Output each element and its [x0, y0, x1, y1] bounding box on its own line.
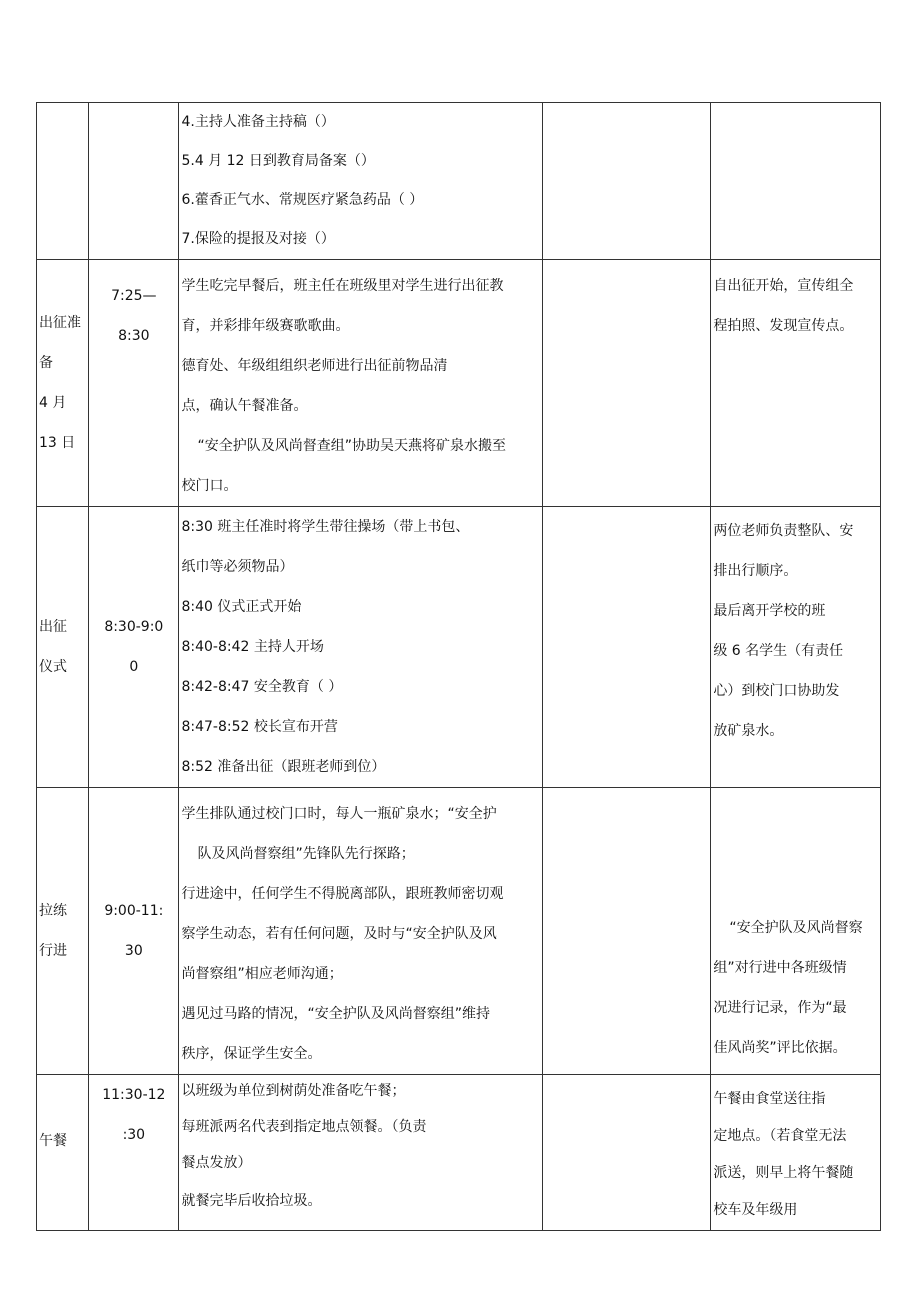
- content-line: 就餐完毕后收拾垃圾。: [181, 1193, 322, 1209]
- notes-line: 最后离开学校的班: [713, 603, 826, 619]
- content-line: 餐点发放）: [181, 1155, 252, 1171]
- notes-line: 况进行记录，作为“最: [713, 1000, 847, 1016]
- notes-line: 佳风尚奖”评比依据。: [713, 1040, 847, 1056]
- time-cell: [89, 103, 179, 260]
- notes-line: 放矿泉水。: [713, 723, 784, 739]
- notes-cell: [711, 507, 881, 788]
- content-line: 4.主持人准备主持稿（）: [181, 114, 335, 130]
- notes-line: 级 6 名学生（有责任: [713, 643, 844, 659]
- content-line: 8:40 仪式正式开始: [181, 599, 302, 615]
- content-line: 每班派两名代表到指定地点领餐。（负责: [181, 1119, 427, 1135]
- time-cell: [89, 1075, 179, 1231]
- content-line: 纸巾等必须物品）: [181, 559, 294, 575]
- notes-line: 排出行顺序。: [713, 563, 798, 579]
- content-line: 遇见过马路的情况，“安全护队及风尚督察组”维持: [181, 1006, 490, 1022]
- stage-line: 出征: [39, 619, 67, 635]
- stage-line: 拉练: [39, 903, 67, 919]
- notes-line: 校车及年级用: [713, 1202, 798, 1218]
- table-row-march: [37, 788, 881, 1075]
- notes-line: 心）到校门口协助发: [713, 683, 840, 699]
- responsible-cell: [542, 788, 711, 1075]
- stage-line: 4 月: [39, 395, 67, 411]
- stage-line: 备: [39, 355, 53, 371]
- content-cell: [179, 1075, 542, 1231]
- content-line: “安全护队及风尚督查组”协助吴天燕将矿泉水搬至: [197, 438, 506, 454]
- content-line: 德育处、年级组组织老师进行出征前物品清: [181, 358, 448, 374]
- time-line: 9:00-11:: [104, 903, 164, 919]
- stage-line: 行进: [39, 943, 67, 959]
- stage-line: 午餐: [39, 1133, 67, 1149]
- content-line: 点，确认午餐准备。: [181, 398, 308, 414]
- time-line: :30: [122, 1127, 146, 1143]
- content-line: 8:40-8:42 主持人开场: [181, 639, 324, 655]
- time-cell: [89, 260, 179, 507]
- notes-line: “安全护队及风尚督察: [729, 920, 863, 936]
- responsible-cell: [542, 1075, 711, 1231]
- content-line: 8:47-8:52 校长宣布开营: [181, 719, 338, 735]
- schedule-table: [36, 102, 881, 1231]
- stage-cell: [37, 507, 89, 788]
- content-line: 秩序，保证学生安全。: [181, 1046, 322, 1062]
- notes-line: 组”对行进中各班级情: [713, 960, 847, 976]
- table-row-ceremony: [37, 507, 881, 788]
- notes-cell: [711, 103, 881, 260]
- notes-cell: [711, 788, 881, 1075]
- content-cell: [179, 260, 542, 507]
- stage-cell: [37, 788, 89, 1075]
- time-line: 30: [124, 943, 143, 959]
- time-cell: [89, 507, 179, 788]
- time-line: 11:30-12: [102, 1087, 166, 1103]
- content-line: 5.4 月 12 日到教育局备案（）: [181, 153, 375, 169]
- responsible-cell: [542, 103, 711, 260]
- content-cell: [179, 103, 542, 260]
- stage-cell: [37, 1075, 89, 1231]
- content-line: 8:52 准备出征（跟班老师到位）: [181, 759, 386, 775]
- content-line: 行进途中，任何学生不得脱离部队，跟班教师密切观: [181, 886, 504, 902]
- notes-line: 程拍照、发现宣传点。: [713, 318, 854, 334]
- notes-line: 派送，则早上将午餐随: [713, 1165, 854, 1181]
- content-line: 尚督察组”相应老师沟通；: [181, 966, 343, 982]
- notes-cell: [711, 260, 881, 507]
- stage-cell: [37, 260, 89, 507]
- content-line: 7.保险的提报及对接（）: [181, 231, 335, 247]
- notes-line: 自出征开始，宣传组全: [713, 278, 854, 294]
- time-line: 7:25—: [111, 288, 157, 304]
- table-row-departure-prep: [37, 260, 881, 507]
- content-line: 以班级为单位到树荫处准备吃午餐；: [181, 1083, 406, 1099]
- content-line: 学生排队通过校门口时，每人一瓶矿泉水；“安全护: [181, 806, 497, 822]
- content-line: 6.藿香正气水、常规医疗紧急药品（ ）: [181, 192, 424, 208]
- time-line: 8:30-9:0: [104, 619, 164, 635]
- content-line: 8:42-8:47 安全教育（ ）: [181, 679, 343, 695]
- notes-line: 午餐由食堂送往指: [713, 1091, 826, 1107]
- stage-line: 出征准: [39, 315, 81, 331]
- content-line: 8:30 班主任准时将学生带往操场（带上书包、: [181, 519, 470, 535]
- content-line: 察学生动态，若有任何问题，及时与“安全护队及风: [181, 926, 497, 942]
- notes-line: 定地点。（若食堂无法: [713, 1128, 847, 1144]
- responsible-cell: [542, 507, 711, 788]
- content-line: 队及风尚督察组”先锋队先行探路；: [197, 846, 415, 862]
- stage-cell: [37, 103, 89, 260]
- content-line: 育，并彩排年级赛歌歌曲。: [181, 318, 350, 334]
- stage-line: 13 日: [39, 435, 76, 451]
- time-line: 0: [129, 659, 139, 675]
- responsible-cell: [542, 260, 711, 507]
- time-cell: [89, 788, 179, 1075]
- notes-line: 两位老师负责整队、安: [713, 523, 854, 539]
- content-line: 校门口。: [181, 478, 238, 494]
- notes-cell: [711, 1075, 881, 1231]
- time-line: 8:30: [118, 328, 150, 344]
- content-cell: [179, 788, 542, 1075]
- stage-line: 仪式: [39, 659, 67, 675]
- table-row-prep-checklist: [37, 103, 881, 260]
- content-cell: [179, 507, 542, 788]
- table-row-lunch: [37, 1075, 881, 1231]
- content-line: 学生吃完早餐后，班主任在班级里对学生进行出征教: [181, 278, 504, 294]
